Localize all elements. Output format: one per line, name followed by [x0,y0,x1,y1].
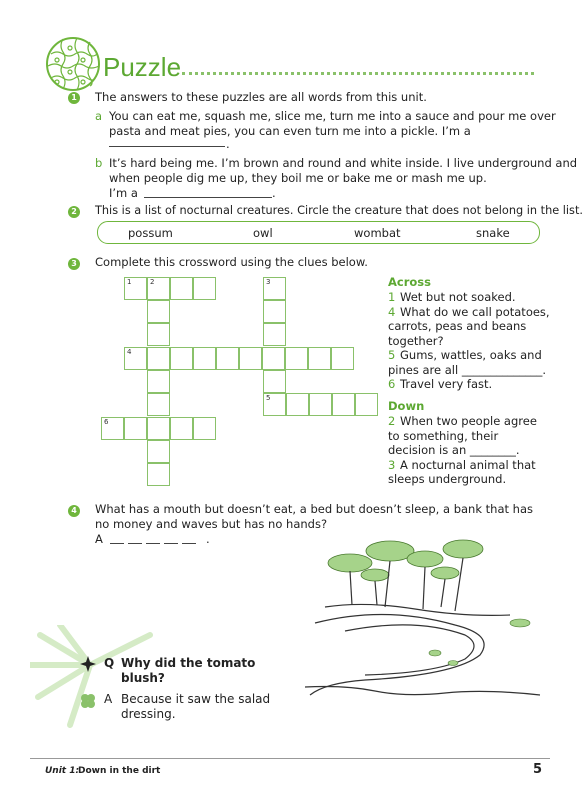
crossword-cell[interactable] [170,347,193,370]
clue-across-5-line2: pines are all ______________. [388,362,547,377]
clue-across-1: 1 Wet but not soaked. [388,290,516,304]
question-3-number: 3 [68,258,80,270]
joke-answer-line2: dressing. [121,707,176,721]
crossword-cell[interactable] [285,347,308,370]
crossword-cell[interactable] [331,347,354,370]
crossword-cell[interactable] [193,417,216,440]
crossword-cell[interactable]: 2 [147,277,170,300]
crossword-cell[interactable] [147,300,170,323]
down-heading: Down [388,399,425,413]
crossword-cell[interactable] [263,370,286,393]
crossword-cell[interactable] [286,393,309,416]
crossword-cell[interactable] [147,393,170,416]
crossword-cell[interactable] [216,347,239,370]
crossword-cell[interactable] [170,417,193,440]
question-2-number: 2 [68,206,80,218]
across-heading: Across [388,275,431,289]
footer-rule [30,758,550,759]
crossword-cell[interactable] [147,370,170,393]
creature-wombat[interactable]: wombat [354,226,401,240]
crossword-cell[interactable] [332,393,355,416]
crossword-cell[interactable]: 4 [124,347,147,370]
question-1-number: 1 [68,92,80,104]
q1a-letter: a [95,109,103,123]
clue-down-3-line2: sleeps underground. [388,472,507,486]
q1a-line1: You can eat me, squash me, slice me, turn me into a sauce and pour me over [109,109,556,123]
crossword-cell[interactable] [262,347,285,370]
joke-question-line2: blush? [121,671,165,685]
down-clues [388,414,558,487]
joke-a-letter: A [104,692,113,706]
creature-snake[interactable]: snake [476,226,510,240]
crossword-cell[interactable]: 1 [124,277,147,300]
q1a-period: . [226,137,230,151]
q1b-letter: b [95,156,103,170]
crossword-cell[interactable] [263,300,286,323]
joke-question-line1: Why did the tomato [121,656,256,670]
q1b-line3: I’m a [109,186,138,200]
crossword-cell[interactable]: 6 [101,417,124,440]
question-4-number: 4 [68,505,80,517]
crossword-cell[interactable] [239,347,262,370]
crossword-cell[interactable] [124,417,147,440]
clue-across-5: 5 Gums, wattles, oaks and [388,348,542,362]
q1a-answer-blank[interactable] [109,146,225,147]
crossword-cell[interactable] [147,323,170,346]
q1a-line2: pasta and meat pies, you can even turn me into a pickle. I’m a [109,124,471,138]
river-landscape-illustration [305,535,550,705]
footer-unit: Unit 1: [45,766,80,776]
page-title: Puzzle [103,52,182,82]
creature-possum[interactable]: possum [128,226,173,240]
crossword-cell[interactable] [147,347,170,370]
q1b-period: . [272,186,276,200]
question-4-line2: no money and waves but has no hands? [95,517,328,531]
title-dotted-rule [182,72,534,75]
footer-unit-title: Down in the dirt [78,766,161,776]
across-clues [388,290,558,392]
clue-down-2-line3: decision is an ________. [388,443,520,457]
clue-down-3: 3 A nocturnal animal that [388,457,536,472]
crossword-cell[interactable]: 5 [263,393,286,416]
q1b-answer-blank[interactable] [144,197,272,198]
crossword-cell[interactable] [170,277,193,300]
creature-owl[interactable]: owl [253,226,273,240]
crossword-cell[interactable]: 3 [263,277,286,300]
crossword-cell[interactable] [355,393,378,416]
crossword-cell[interactable] [147,463,170,486]
question-1-intro: The answers to these puzzles are all words from this unit. [95,90,427,104]
clue-across-4: 4 What do we call potatoes, [388,304,550,319]
crossword-cell[interactable] [309,393,332,416]
crossword-cell[interactable] [193,347,216,370]
question-4-line1: What has a mouth but doesn’t eat, a bed but doesn’t sleep, a bank that has [95,502,533,516]
q1b-line1: It’s hard being me. I’m brown and round and white inside. I live underground and [109,156,578,170]
question-3-text: Complete this crossword using the clues below. [95,255,368,269]
q1b-line2: when people dig me up, they boil me or bake me or mash me up. [109,171,487,185]
crossword-cell[interactable] [147,440,170,463]
crossword-cell[interactable] [193,277,216,300]
puzzle-badge-icon [45,36,101,92]
clue-down-2-line2: to something, their [388,428,499,443]
crossword-cell[interactable] [147,417,170,440]
answer-clover-icon [79,692,97,710]
clue-down-2: 2 When two people agree [388,414,537,428]
clue-across-6: 6 Travel very fast. [388,377,493,391]
crossword-cell[interactable] [308,347,331,370]
joke-q-letter: Q [104,656,115,670]
crossword-cell[interactable] [263,323,286,346]
question-diamond-icon [80,656,96,672]
q4-answer-prefix: A [95,532,103,546]
question-2-text: This is a list of nocturnal creatures. Circle the creature that does not belong in the list. [95,204,583,217]
page-number: 5 [533,762,543,777]
q4-answer-suffix: . [206,532,210,546]
clue-across-4-line2: carrots, peas and beans [388,319,527,333]
joke-answer-line1: Because it saw the salad [121,692,271,706]
clue-across-4-line3: together? [388,333,444,348]
